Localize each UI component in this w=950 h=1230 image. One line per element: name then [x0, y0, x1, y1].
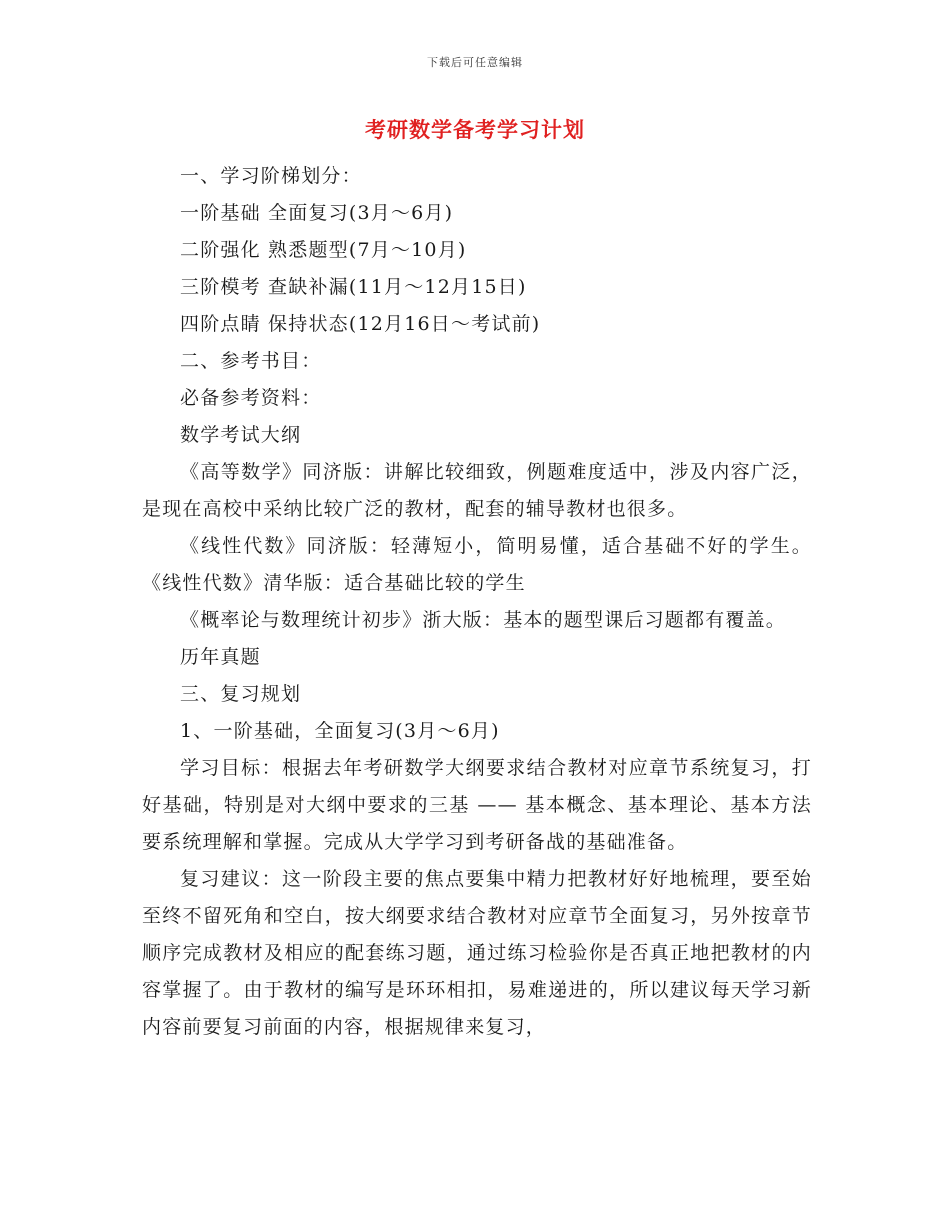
section-heading-1: 一、学习阶梯划分：	[180, 165, 362, 187]
paragraph: 学习目标：根据去年考研数学大纲要求结合教材对应章节系统复习，打好基础，特别是对大纲中要求的三基 —— 基本概念、基本理论、基本方法要系统理解和掌握。完成从大学学习到考研备战的基础准备。	[142, 757, 812, 853]
paragraph: 数学考试大纲	[180, 424, 302, 446]
paragraph: 必备参考资料：	[180, 387, 322, 409]
subsection-heading: 1、一阶基础，全面复习(3月～6月)	[180, 720, 500, 742]
stage-line-1: 一阶基础 全面复习(3月～6月)	[180, 202, 454, 224]
stage-line-4: 四阶点睛 保持状态(12月16日～考试前)	[180, 313, 541, 335]
paragraph: 《概率论与数理统计初步》浙大版：基本的题型课后习题都有覆盖。	[180, 609, 787, 631]
document-body	[142, 158, 812, 1046]
section-heading-3: 三、复习规划	[180, 683, 302, 705]
stage-line-2: 二阶强化 熟悉题型(7月～10月)	[180, 239, 467, 261]
document-title: 考研数学备考学习计划	[365, 117, 585, 142]
paragraph: 《线性代数》同济版：轻薄短小，简明易懂，适合基础不好的学生。《线性代数》清华版：适合基础比较的学生	[142, 535, 812, 594]
section-heading-2: 二、参考书目：	[180, 350, 322, 372]
paragraph: 复习建议：这一阶段主要的焦点要集中精力把教材好好地梳理，要至始至终不留死角和空白，按大纲要求结合教材对应章节全面复习，另外按章节顺序完成教材及相应的配套练习题，通过练习检验你是否真正地把教材的内容掌握了。由于教材的编写是环环相扣，易难递进的，所以建议每天学习新内容前要复习前面的内容，根据规律来复习，	[142, 868, 812, 1038]
stage-line-3: 三阶模考 查缺补漏(11月～12月15日)	[180, 276, 527, 298]
paragraph: 《高等数学》同济版：讲解比较细致，例题难度适中，涉及内容广泛，是现在高校中采纳比较广泛的教材，配套的辅导教材也很多。	[142, 461, 812, 520]
header-note: 下载后可任意编辑	[427, 56, 523, 69]
paragraph: 历年真题	[180, 646, 261, 668]
